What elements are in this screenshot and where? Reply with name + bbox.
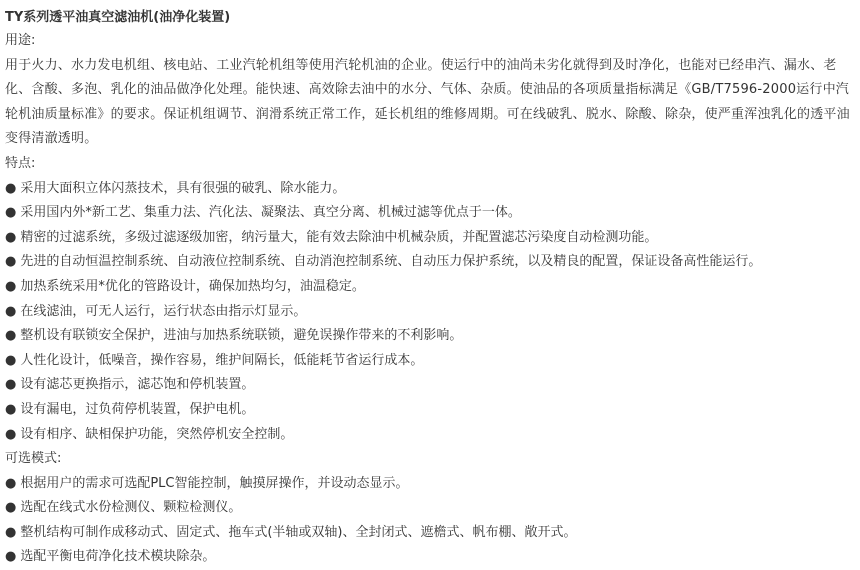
features-list [5, 177, 860, 448]
list-item [5, 521, 860, 546]
list-item [5, 250, 860, 275]
list-item [5, 275, 860, 300]
features-heading: 特点: [5, 155, 36, 171]
options-heading: 可选模式: [5, 451, 62, 467]
bullet-icon: ● [5, 401, 17, 417]
bullet-icon: ● [5, 328, 17, 344]
feature-text: 先进的自动恒温控制系统、自动液位控制系统、自动消泡控制系统、自动压力保护系统，以及精良的配置，保证设备高性能运行。 [20, 254, 762, 270]
list-item [5, 545, 860, 570]
option-text: 选配平衡电荷净化技术模块除杂。 [20, 549, 216, 565]
bullet-icon: ● [5, 377, 17, 393]
bullet-icon: ● [5, 278, 17, 294]
usage-paragraph: 用于火力、水力发电机组、核电站、工业汽轮机组等使用汽轮机油的企业。使运行中的油尚未劣化就得到及时净化，也能对已经串汽、漏水、老化、含酸、多泡、乳化的油品做净化处理。能快速、高效除去油中的水分、气体、杂质。使油品的各项质量指标满足《GB/T7596-2000运行中汽轮机油质量标准》的要求。保证机组调节、润滑系统正常工作，延长机组的维修周期。可在线破乳、脱水、除酸、除杂，使严重浑浊乳化的透平油变得清澈透明。 [5, 57, 850, 147]
bullet-icon: ● [5, 475, 17, 491]
option-text: 选配在线式水份检测仪、颗粒检测仪。 [20, 500, 242, 516]
feature-text: 在线滤油，可无人运行，运行状态由指示灯显示。 [20, 303, 307, 319]
option-text: 整机结构可制作成移动式、固定式、拖车式(半轴或双轴)、全封闭式、遮檐式、帆布棚、敞开式。 [20, 524, 577, 540]
list-item [5, 226, 860, 251]
feature-text: 精密的过滤系统，多级过滤逐级加密，纳污量大，能有效去除油中机械杂质，并配置滤芯污染度自动检测功能。 [20, 229, 658, 245]
bullet-icon: ● [5, 426, 17, 442]
bullet-icon: ● [5, 549, 17, 565]
feature-text: 采用国内外*新工艺、集重力法、汽化法、凝聚法、真空分离、机械过滤等优点于一体。 [20, 205, 521, 221]
list-item [5, 496, 860, 521]
feature-text: 设有相序、缺相保护功能，突然停机安全控制。 [20, 426, 294, 442]
bullet-icon: ● [5, 254, 17, 270]
list-item [5, 324, 860, 349]
feature-text: 加热系统采用*优化的管路设计，确保加热均匀，油温稳定。 [20, 278, 365, 294]
options-list [5, 472, 860, 570]
usage-heading: 用途: [5, 33, 36, 48]
list-item [5, 201, 860, 226]
list-item [5, 300, 860, 325]
feature-text: 设有滤芯更换指示，滤芯饱和停机装置。 [20, 377, 255, 393]
bullet-icon: ● [5, 303, 17, 319]
bullet-icon: ● [5, 524, 17, 540]
bullet-icon: ● [5, 229, 17, 245]
list-item [5, 177, 860, 202]
bullet-icon: ● [5, 205, 17, 221]
feature-text: 采用大面积立体闪蒸技术，具有很强的破乳、除水能力。 [20, 180, 346, 196]
list-item [5, 423, 860, 448]
bullet-icon: ● [5, 180, 17, 196]
bullet-icon: ● [5, 500, 17, 516]
list-item [5, 398, 860, 423]
document-title: TY系列透平油真空滤油机(油净化装置) [5, 10, 231, 25]
feature-text: 整机设有联锁安全保护，进油与加热系统联锁，避免误操作带来的不利影响。 [20, 328, 463, 344]
option-text: 根据用户的需求可选配PLC智能控制，触摸屏操作，并设动态显示。 [20, 475, 409, 491]
list-item [5, 472, 860, 497]
bullet-icon: ● [5, 352, 17, 368]
feature-text: 人性化设计，低噪音，操作容易，维护间隔长，低能耗节省运行成本。 [20, 352, 424, 368]
feature-text: 设有漏电，过负荷停机装置，保护电机。 [20, 401, 255, 417]
list-item [5, 349, 860, 374]
list-item [5, 373, 860, 398]
